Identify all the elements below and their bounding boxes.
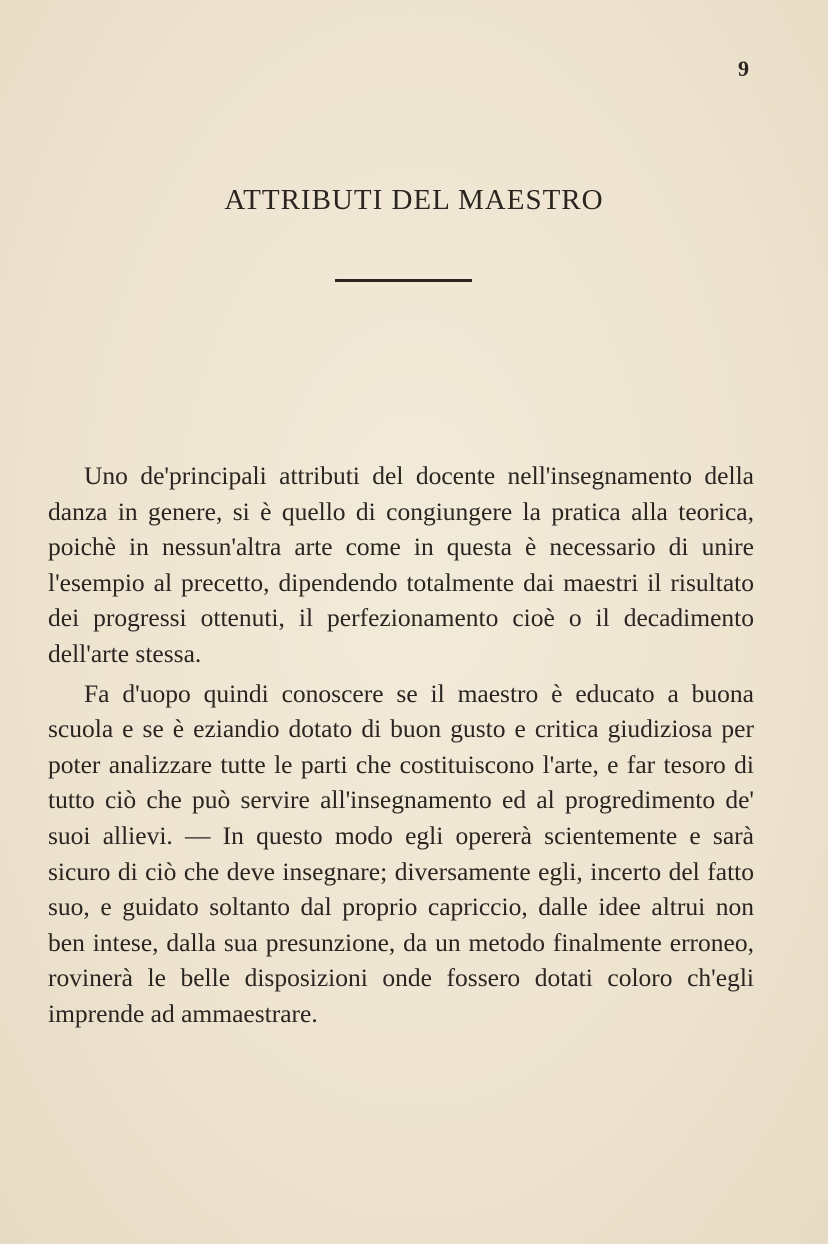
body-text [48, 458, 754, 1032]
title-divider [335, 279, 472, 282]
paragraph-1: Uno de'principali attributi del docente nell'insegnamento della danza in genere, si è quello di congiungere la pratica alla teorica, poichè in nessun'altra arte come in questa è necessario di unire l'esempio al precetto, dipendendo totalmente dai maestri il risultato dei progressi ottenuti, il perfezionamento cioè o il decadimento dell'arte stessa. [48, 461, 754, 668]
paragraph-2: Fa d'uopo quindi conoscere se il maestro è educato a buona scuola e se è eziandio dotato di buon gusto e critica giudiziosa per poter analizzare tutte le parti che costituiscono l'arte, e far tesoro di tutto ciò che può servire all'insegnamento ed al progredimento de' suoi allievi. — In questo modo egli opererà scientemente e sarà sicuro di ciò che deve insegnare; diversamente egli, incerto del fatto suo, e guidato soltanto dal proprio capriccio, dalle idee altrui non ben intese, dalla sua presunzione, da un metodo finalmente erroneo, rovinerà le belle disposizioni onde fossero dotati coloro ch'egli imprende ad ammaestrare. [48, 678, 754, 1028]
page-number: 9 [738, 56, 749, 81]
chapter-title: ATTRIBUTI DEL MAESTRO [224, 184, 604, 216]
